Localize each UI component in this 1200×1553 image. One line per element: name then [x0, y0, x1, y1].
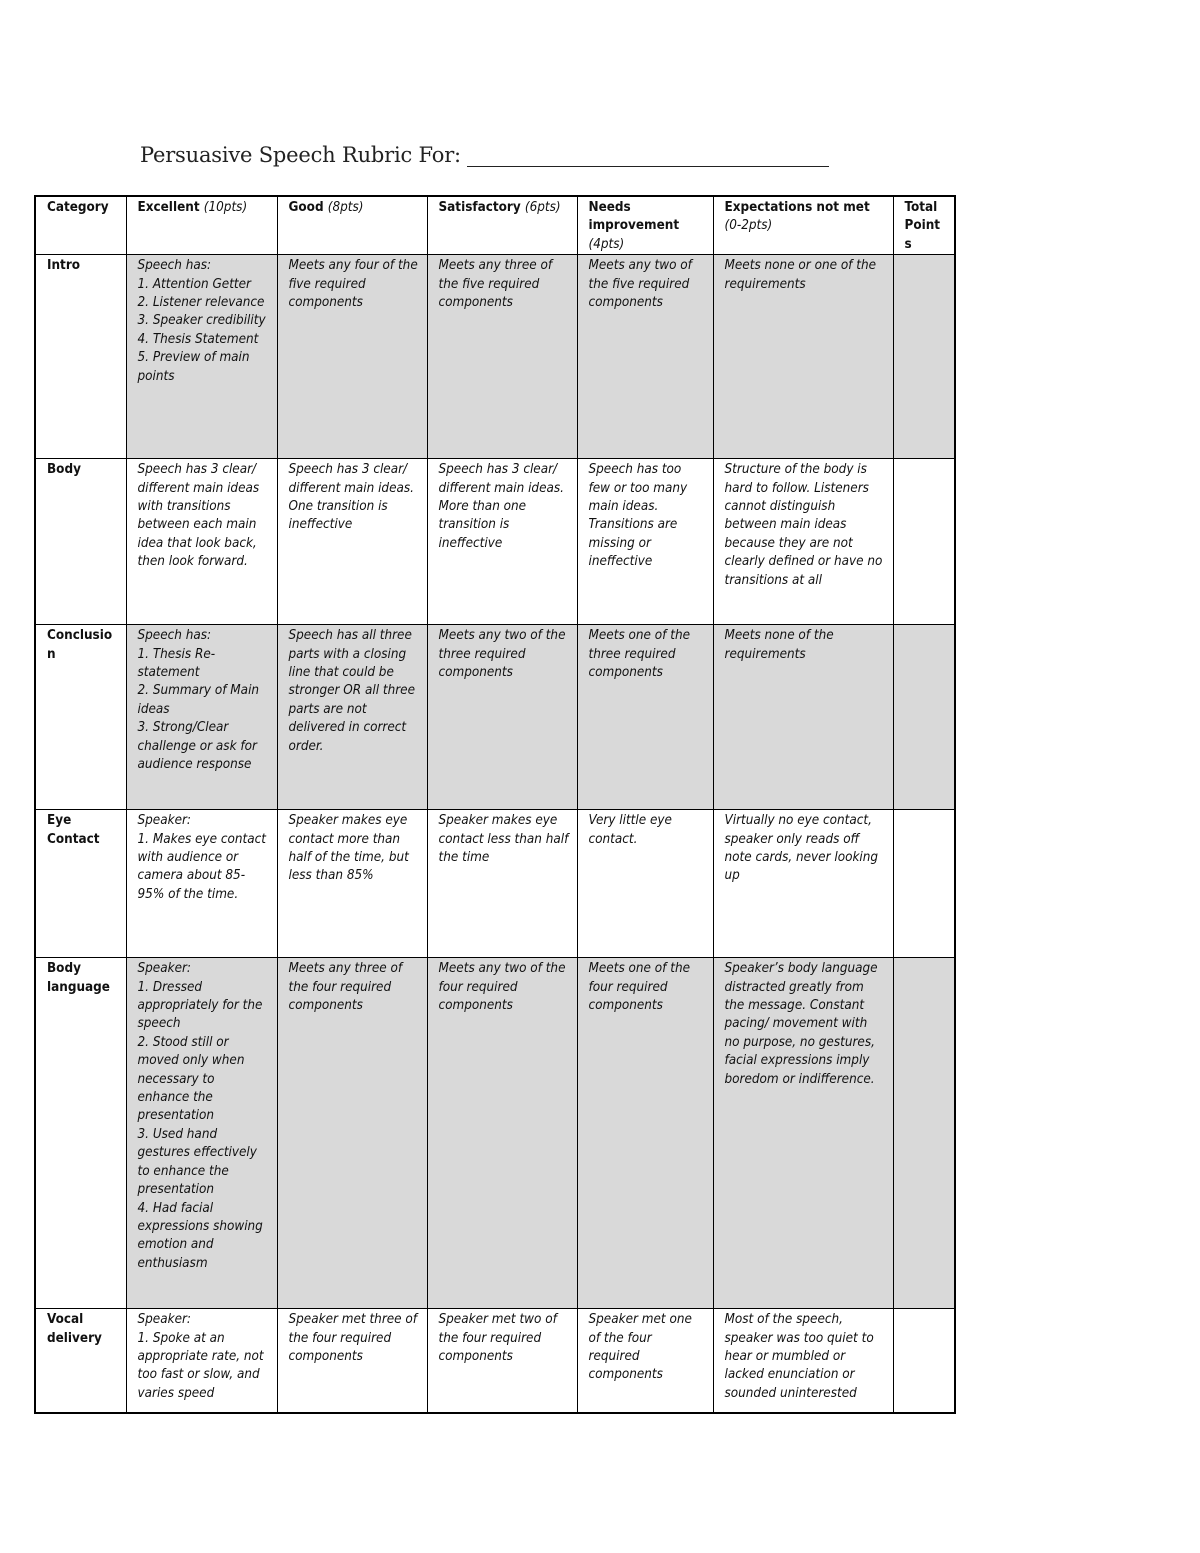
header-total-points: Total Points	[893, 196, 955, 255]
vocal-delivery-satisfactory: Speaker met two of the four required components	[427, 1309, 577, 1413]
header-good: Good (8pts)	[277, 196, 427, 255]
rubric-line: 2. Listener relevance	[137, 295, 265, 311]
rubric-line: 4. Thesis Statement	[137, 331, 259, 347]
rubric-line: 5. Preview of main points	[137, 350, 250, 384]
rubric-line: 1. Makes eye contact with audience or camera about 85-95% of the time.	[137, 831, 266, 902]
header-expectations-not-met: Expectations not met (0-2pts)	[713, 196, 893, 255]
body-language-good: Meets any three of the four required components	[277, 958, 427, 1309]
rubric-line: 1. Spoke at an appropriate rate, not too fast or slow, and varies speed	[137, 1330, 264, 1401]
eye-contact-needs-improvement: Very little eye contact.	[577, 810, 713, 958]
conclusion-satisfactory: Meets any two of the three required components	[427, 625, 577, 810]
body-expectations-not-met: Structure of the body is hard to follow. Listeners cannot distinguish between main ideas because they are not clearly defined or have no transitions at all	[713, 459, 893, 625]
category-body: Body	[35, 459, 126, 625]
category-conclusion: Conclusion	[35, 625, 126, 810]
conclusion-total-points	[893, 625, 955, 810]
header-satisfactory: Satisfactory (6pts)	[427, 196, 577, 255]
rubric-line: Speaker:	[137, 961, 191, 977]
conclusion-needs-improvement: Meets one of the three required components	[577, 625, 713, 810]
intro-good: Meets any four of the five required components	[277, 255, 427, 459]
header-excellent: Excellent (10pts)	[126, 196, 277, 255]
vocal-delivery-expectations-not-met: Most of the speech, speaker was too quiet to hear or mumbled or lacked enunciation or sounded uninterested	[713, 1309, 893, 1413]
conclusion-excellent	[126, 625, 277, 810]
rubric-line: Speaker:	[137, 1312, 191, 1328]
body-satisfactory: Speech has 3 clear/ different main ideas. More than one transition is ineffective	[427, 459, 577, 625]
header-row	[35, 196, 955, 255]
eye-contact-satisfactory: Speaker makes eye contact less than half the time	[427, 810, 577, 958]
rubric-line: 1. Dressed appropriately for the speech	[137, 979, 263, 1032]
body-total-points	[893, 459, 955, 625]
row-vocal-delivery	[35, 1309, 955, 1413]
conclusion-expectations-not-met: Meets none of the requirements	[713, 625, 893, 810]
category-body-language: Body language	[35, 958, 126, 1309]
row-body	[35, 459, 955, 625]
name-blank-line	[467, 142, 829, 167]
vocal-delivery-total-points	[893, 1309, 955, 1413]
body-language-needs-improvement: Meets one of the four required components	[577, 958, 713, 1309]
title-text: Persuasive Speech Rubric For:	[140, 143, 461, 167]
rubric-line: Speech has:	[137, 628, 212, 644]
category-eye-contact: Eye Contact	[35, 810, 126, 958]
body-language-total-points	[893, 958, 955, 1309]
eye-contact-total-points	[893, 810, 955, 958]
intro-expectations-not-met: Meets none or one of the requirements	[713, 255, 893, 459]
body-language-satisfactory: Meets any two of the four required components	[427, 958, 577, 1309]
page-title	[140, 142, 829, 167]
eye-contact-good: Speaker makes eye contact more than half of the time, but less than 85%	[277, 810, 427, 958]
body-good: Speech has 3 clear/ different main ideas. One transition is ineffective	[277, 459, 427, 625]
body-excellent: Speech has 3 clear/ different main ideas with transitions between each main idea that look back, then look forward.	[126, 459, 277, 625]
rubric-table	[34, 195, 956, 1414]
vocal-delivery-needs-improvement: Speaker met one of the four required components	[577, 1309, 713, 1413]
rubric-line: 2. Stood still or moved only when necessary to enhance the presentation	[137, 1034, 245, 1124]
eye-contact-expectations-not-met: Virtually no eye contact, speaker only reads off note cards, never looking up	[713, 810, 893, 958]
rubric-line: Speech has:	[137, 258, 212, 274]
row-conclusion	[35, 625, 955, 810]
intro-total-points	[893, 255, 955, 459]
rubric-line: 3. Used hand gestures effectively to enhance the presentation	[137, 1126, 257, 1198]
rubric-line: 2. Summary of Main ideas	[137, 683, 260, 717]
category-vocal-delivery: Vocal delivery	[35, 1309, 126, 1413]
body-needs-improvement: Speech has too few or too many main ideas. Transitions are missing or ineffective	[577, 459, 713, 625]
eye-contact-excellent	[126, 810, 277, 958]
intro-satisfactory: Meets any three of the five required components	[427, 255, 577, 459]
header-needs-improvement: Needs improvement (4pts)	[577, 196, 713, 255]
vocal-delivery-good: Speaker met three of the four required components	[277, 1309, 427, 1413]
rubric-line: 3. Speaker credibility	[137, 313, 266, 329]
body-language-excellent	[126, 958, 277, 1309]
vocal-delivery-excellent	[126, 1309, 277, 1413]
category-intro: Intro	[35, 255, 126, 459]
intro-excellent	[126, 255, 277, 459]
header-category: Category	[35, 196, 126, 255]
row-body-language	[35, 958, 955, 1309]
rubric-line: 4. Had facial expressions showing emotion and enthusiasm	[137, 1200, 263, 1271]
rubric-line: Speaker:	[137, 813, 191, 829]
rubric-line: 3. Strong/Clear challenge or ask for audience response	[137, 720, 257, 773]
rubric-line: 1. Thesis Re-statement	[137, 646, 216, 681]
intro-needs-improvement: Meets any two of the five required components	[577, 255, 713, 459]
rubric-line: 1. Attention Getter	[137, 276, 251, 292]
row-intro	[35, 255, 955, 459]
row-eye-contact	[35, 810, 955, 958]
body-language-expectations-not-met: Speaker’s body language distracted greatly from the message. Constant pacing/ movement with no purpose, no gestures, facial expressions imply boredom or indifference.	[713, 958, 893, 1309]
conclusion-good: Speech has all three parts with a closing line that could be stronger OR all three parts are not delivered in correct order.	[277, 625, 427, 810]
